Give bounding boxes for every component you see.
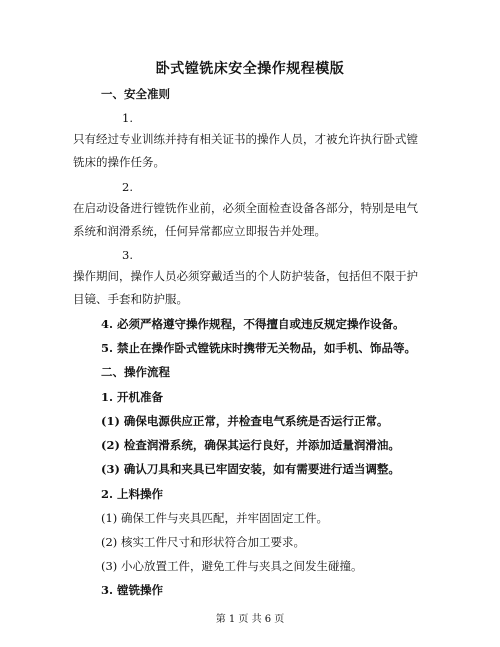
- subsection-heading: 1. 开机准备: [101, 390, 164, 404]
- section-heading-procedure: 二、操作流程: [101, 365, 170, 379]
- paragraph-line: 操作期间，操作人员必须穿戴适当的个人防护装备，包括但不限于护: [73, 269, 418, 283]
- item-number: 3.: [122, 248, 133, 262]
- list-item: (3) 确认刀具和夹具已牢固安装，如有需要进行适当调整。: [101, 462, 400, 476]
- list-item: (1) 确保工件与夹具匹配，并牢固固定工件。: [101, 511, 328, 525]
- subsection-heading: 3. 镗铣操作: [101, 583, 164, 597]
- list-item: (3) 小心放置工件，避免工件与夹具之间发生碰撞。: [101, 559, 363, 573]
- paragraph-line: 在启动设备进行镗铣作业前，必须全面检查设备各部分，特别是电气: [73, 201, 418, 215]
- list-item: (2) 检查润滑系统，确保其运行良好，并添加适量润滑油。: [101, 438, 400, 452]
- list-item: 4. 必须严格遵守操作规程，不得擅自或违反规定操作设备。: [101, 317, 405, 331]
- paragraph-line: 系统和润滑系统，任何异常都应立即报告并处理。: [73, 224, 326, 238]
- item-number: 2.: [122, 180, 133, 194]
- subsection-heading: 2. 上料操作: [101, 487, 164, 501]
- page-footer: 第 1 页 共 6 页: [215, 614, 285, 625]
- page-title: 卧式镗铣床安全操作规程模版: [155, 61, 345, 77]
- list-item: (2) 核实工件尺寸和形状符合加工要求。: [101, 535, 305, 549]
- paragraph-line: 只有经过专业训练并持有相关证书的操作人员，才被允许执行卧式镗: [73, 132, 418, 146]
- item-number: 1.: [122, 111, 133, 125]
- paragraph-line: 目镜、手套和防护服。: [73, 292, 188, 306]
- list-item: 5. 禁止在操作卧式镗铣床时携带无关物品，如手机、饰品等。: [101, 341, 417, 355]
- list-item: (1) 确保电源供应正常，并检查电气系统是否运行正常。: [101, 414, 389, 428]
- paragraph-line: 铣床的操作任务。: [73, 155, 165, 169]
- section-heading-safety: 一、安全准则: [101, 87, 170, 101]
